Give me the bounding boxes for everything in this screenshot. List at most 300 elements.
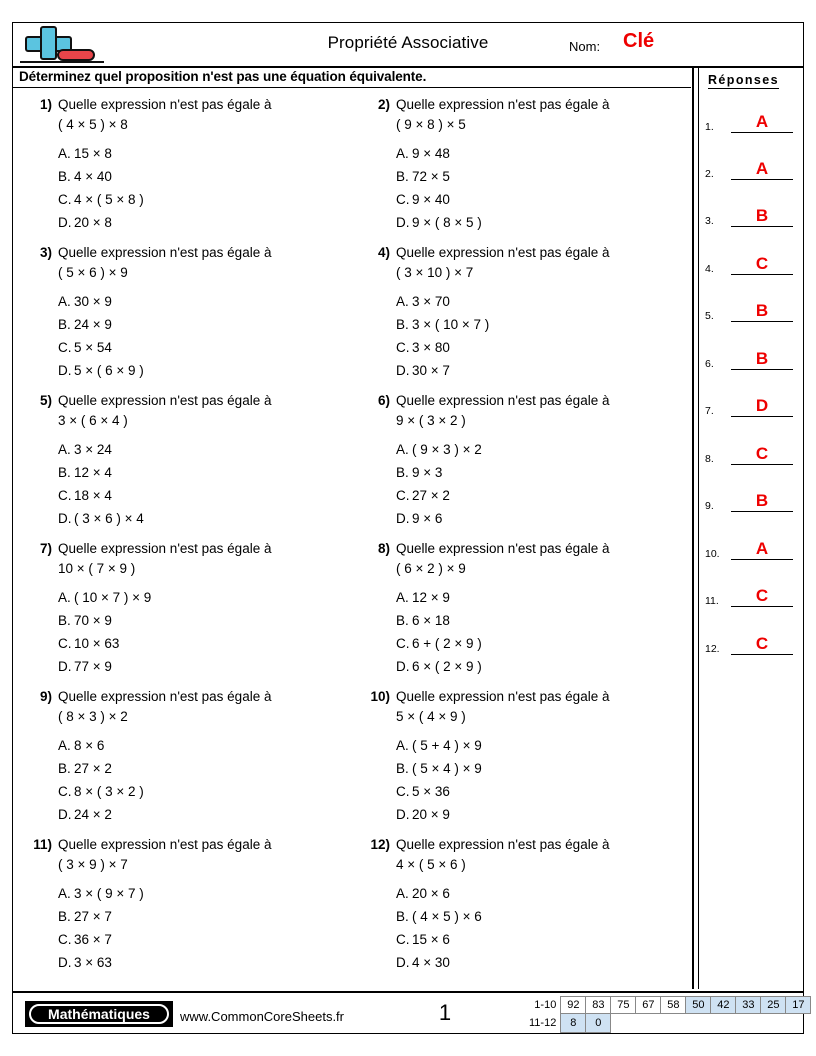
choice-label: C. [396,340,410,355]
answer-write-line[interactable] [731,131,793,133]
directions-text: Déterminez quel proposition n'est pas une équation équivalente. [19,69,427,84]
name-label: Nom: [569,39,601,54]
grading-scale-cell: 92 [561,997,586,1014]
choice-label: D. [58,363,72,378]
answer-row-number: 10. [705,548,720,560]
question-prompt: Quelle expression n'est pas égale à [396,393,610,408]
choice-list [58,142,348,234]
choice-option[interactable] [58,734,348,757]
choice-label: C. [396,932,410,947]
choice-label: C. [396,636,410,651]
choice-label: B. [58,761,71,776]
choice-option[interactable] [58,757,348,780]
choice-list [58,734,348,826]
choice-list [396,290,686,382]
choice-label: B. [396,465,409,480]
brand-label: Mathématiques [29,1004,169,1024]
question-block [14,95,352,243]
choice-option[interactable] [396,359,686,382]
choice-text: 27 × 7 [74,909,112,924]
choice-label: A. [58,294,71,309]
choice-text: 6 + ( 2 × 9 ) [412,636,482,651]
choice-option[interactable] [396,609,686,632]
choice-text: 12 × 9 [412,590,450,605]
choice-label: C. [58,488,72,503]
choice-list [396,586,686,678]
question-body [396,243,686,382]
grading-scale-cell: 0 [586,1014,611,1033]
choice-option[interactable] [396,655,686,678]
choice-text: 9 × 6 [412,511,443,526]
choice-label: A. [396,146,409,161]
choice-label: D. [396,363,410,378]
choice-label: D. [58,807,72,822]
choice-label: C. [58,340,72,355]
choice-option[interactable] [58,905,348,928]
question-number: 6) [377,393,390,408]
answer-row-value: A [755,159,769,178]
choice-option[interactable] [58,609,348,632]
question-block [14,243,352,391]
answer-row [705,631,799,655]
question-number: 9) [39,689,52,704]
choice-text: 18 × 4 [74,488,112,503]
choice-label: B. [396,169,409,184]
choice-option[interactable] [58,507,348,530]
choice-list [58,290,348,382]
question-body [396,391,686,530]
choice-text: 30 × 9 [74,294,112,309]
grading-scale-cell: 67 [636,997,661,1014]
choice-text: 20 × 9 [412,807,450,822]
choice-label: D. [58,955,72,970]
choice-option[interactable] [58,290,348,313]
answer-write-line[interactable] [731,320,793,322]
choice-text: 5 × ( 6 × 9 ) [74,363,144,378]
question-number: 5) [39,393,52,408]
answer-row-number: 11. [705,595,719,607]
grading-scale-row-label: 11-12 [529,1016,557,1029]
choice-label: B. [58,909,71,924]
grading-scale-empty-cell [761,1014,786,1033]
grading-scale-empty-cell [786,1014,811,1033]
answer-row-number: 7. [705,405,714,417]
choice-label: B. [396,317,409,332]
choice-list [58,438,348,530]
choice-label: C. [396,784,410,799]
question-prompt: Quelle expression n'est pas égale à [58,541,272,556]
choice-list [58,882,348,974]
choice-label: B. [58,169,71,184]
answers-panel-title: Réponses [708,73,779,87]
question-block [352,243,690,391]
answer-row [705,156,799,180]
answers-separator-outer [692,67,694,989]
choice-text: 9 × 48 [412,146,450,161]
question-body [58,243,348,382]
choice-option[interactable] [58,882,348,905]
choice-text: 8 × ( 3 × 2 ) [74,784,144,799]
choice-option[interactable] [396,803,686,826]
answer-write-line[interactable] [731,463,793,465]
question-body [58,835,348,974]
question-prompt: Quelle expression n'est pas égale à [396,97,610,112]
answer-row [705,583,799,607]
answer-write-line[interactable] [731,605,793,607]
question-number: 2) [377,97,390,112]
answers-separator-inner [698,67,699,989]
page-number: 1 [438,1000,452,1025]
grading-scale-empty-cell [611,1014,636,1033]
answer-row [705,488,799,512]
question-body [58,539,348,678]
question-number: 7) [39,541,52,556]
choice-label: A. [58,442,71,457]
answer-write-line[interactable] [731,368,793,370]
grading-scale [528,996,811,1033]
choice-text: 6 × 18 [412,613,450,628]
answer-row-value: D [755,396,769,415]
question-expression: ( 4 × 5 ) × 8 [58,117,128,132]
grading-scale-row-label: 1-10 [534,999,557,1011]
questions-column-left [14,95,352,983]
answer-row-value: B [755,301,769,320]
question-prompt: Quelle expression n'est pas égale à [58,97,272,112]
grading-scale-table [528,996,811,1033]
question-expression: 10 × ( 7 × 9 ) [58,561,136,576]
choice-option[interactable] [396,734,686,757]
choice-text: 5 × 36 [412,784,450,799]
choice-text: 8 × 6 [74,738,105,753]
answer-row-number: 3. [705,215,714,227]
choice-label: D. [396,659,410,674]
choice-text: 9 × ( 8 × 5 ) [412,215,482,230]
choice-option[interactable] [396,165,686,188]
grading-scale-row [528,1014,811,1033]
choice-text: 3 × 24 [74,442,112,457]
header-divider [13,66,803,68]
directions-divider [13,87,691,88]
choice-option[interactable] [396,290,686,313]
grading-scale-cell: 17 [786,997,811,1014]
choice-text: 24 × 2 [74,807,112,822]
choice-option[interactable] [396,336,686,359]
answer-row-value: B [755,491,769,510]
question-expression: 5 × ( 4 × 9 ) [396,709,466,724]
choice-label: D. [58,215,72,230]
choice-label: C. [58,192,72,207]
choice-text: 27 × 2 [74,761,112,776]
choice-label: A. [58,886,71,901]
choice-list [396,882,686,974]
choice-text: 4 × 30 [412,955,450,970]
question-block [352,95,690,243]
choice-label: B. [58,465,71,480]
worksheet-header [13,23,803,67]
grading-scale-cell: 42 [711,997,736,1014]
question-expression: ( 3 × 10 ) × 7 [396,265,474,280]
choice-option[interactable] [396,313,686,336]
answer-row [705,441,799,465]
choice-option[interactable] [58,165,348,188]
choice-option[interactable] [396,905,686,928]
choice-text: 27 × 2 [412,488,450,503]
question-block [352,687,690,835]
choice-label: A. [58,146,71,161]
grading-scale-row [528,997,811,1014]
question-body [58,95,348,234]
question-block [352,539,690,687]
choice-option[interactable] [396,882,686,905]
choice-label: B. [396,909,409,924]
choice-option[interactable] [58,188,348,211]
question-expression: ( 3 × 9 ) × 7 [58,857,128,872]
answer-write-line[interactable] [731,653,793,655]
choice-text: 12 × 4 [74,465,112,480]
answer-row [705,251,799,275]
question-body [396,539,686,678]
question-prompt: Quelle expression n'est pas égale à [396,541,610,556]
choice-label: B. [396,761,409,776]
choice-list [396,438,686,530]
choice-label: A. [396,886,409,901]
choice-option[interactable] [58,803,348,826]
choice-option[interactable] [58,632,348,655]
answer-row-value: C [755,586,769,605]
choice-label: C. [58,932,72,947]
answer-row [705,346,799,370]
grading-scale-cell: 50 [686,997,711,1014]
question-block [352,391,690,539]
answer-write-line[interactable] [731,510,793,512]
question-prompt: Quelle expression n'est pas égale à [58,393,272,408]
answer-row-number: 12. [705,643,720,655]
answer-row-value: C [755,634,769,653]
choice-text: 4 × 40 [74,169,112,184]
choice-label: D. [396,511,410,526]
question-block [14,687,352,835]
answer-row-value: B [755,206,769,225]
grading-scale-cell: 33 [736,997,761,1014]
choice-label: A. [58,590,71,605]
answer-write-line[interactable] [731,558,793,560]
choice-option[interactable] [396,951,686,974]
choice-option[interactable] [58,461,348,484]
choice-text: 5 × 54 [74,340,112,355]
choice-option[interactable] [396,780,686,803]
choice-text: ( 5 × 4 ) × 9 [412,761,482,776]
choice-text: 4 × ( 5 × 8 ) [74,192,144,207]
choice-label: B. [58,613,71,628]
choice-text: 3 × 70 [412,294,450,309]
website-url: www.CommonCoreSheets.fr [180,1009,344,1024]
choice-option[interactable] [58,655,348,678]
choice-option[interactable] [396,507,686,530]
question-number: 11) [33,837,52,852]
choice-option[interactable] [396,188,686,211]
choice-option[interactable] [396,484,686,507]
answer-row-number: 5. [705,310,714,322]
choice-label: A. [396,294,409,309]
answer-row-value: A [755,539,769,558]
question-expression: ( 9 × 8 ) × 5 [396,117,466,132]
question-number: 8) [377,541,390,556]
choice-label: A. [396,442,409,457]
answer-row-number: 1. [705,121,714,133]
grading-scale-cell: 25 [761,997,786,1014]
answer-row-number: 8. [705,453,714,465]
choice-option[interactable] [58,336,348,359]
choice-list [396,142,686,234]
question-number: 12) [370,837,390,852]
choice-text: 3 × ( 9 × 7 ) [74,886,144,901]
question-expression: 3 × ( 6 × 4 ) [58,413,128,428]
answer-row [705,109,799,133]
choice-text: 6 × ( 2 × 9 ) [412,659,482,674]
question-expression: 4 × ( 5 × 6 ) [396,857,466,872]
choice-option[interactable] [396,586,686,609]
answer-row [705,393,799,417]
choice-text: 10 × 63 [74,636,120,651]
choice-option[interactable] [58,586,348,609]
choice-label: A. [58,738,71,753]
choice-text: 9 × 3 [412,465,443,480]
question-number: 3) [39,245,52,260]
answer-write-line[interactable] [731,273,793,275]
choice-label: C. [58,636,72,651]
choice-text: ( 9 × 3 ) × 2 [412,442,482,457]
answers-panel [703,67,803,989]
footer-divider [13,991,803,993]
choice-option[interactable] [396,438,686,461]
question-prompt: Quelle expression n'est pas égale à [58,689,272,704]
choice-option[interactable] [58,928,348,951]
grading-scale-empty-cell [686,1014,711,1033]
answer-row-value: C [755,254,769,273]
choice-text: ( 4 × 5 ) × 6 [412,909,482,924]
choice-option[interactable] [396,632,686,655]
choice-label: C. [58,784,72,799]
choice-option[interactable] [58,211,348,234]
grading-scale-empty-cell [736,1014,761,1033]
question-expression: ( 6 × 2 ) × 9 [396,561,466,576]
choice-option[interactable] [396,928,686,951]
choice-option[interactable] [396,142,686,165]
page-title: Propriété Associative [327,33,489,52]
choice-label: D. [396,807,410,822]
answer-row-number: 6. [705,358,714,370]
choice-option[interactable] [58,438,348,461]
choice-label: A. [396,590,409,605]
answer-row [705,203,799,227]
choice-list [396,734,686,826]
question-number: 4) [377,245,390,260]
grading-scale-cell: 75 [611,997,636,1014]
grading-scale-cell: 8 [561,1014,586,1033]
question-body [396,835,686,974]
choice-text: 20 × 6 [412,886,450,901]
question-block [352,835,690,983]
question-prompt: Quelle expression n'est pas égale à [396,689,610,704]
questions-column-right [352,95,690,983]
brand-badge [25,1001,173,1027]
choice-text: ( 5 + 4 ) × 9 [412,738,482,753]
choice-text: 3 × ( 10 × 7 ) [412,317,490,332]
choice-option[interactable] [58,142,348,165]
choice-text: 77 × 9 [74,659,112,674]
choice-text: 9 × 40 [412,192,450,207]
choice-text: 36 × 7 [74,932,112,947]
question-prompt: Quelle expression n'est pas égale à [396,245,610,260]
question-expression: ( 5 × 6 ) × 9 [58,265,128,280]
answer-row-value: B [755,349,769,368]
choice-option[interactable] [396,211,686,234]
name-value: Clé [623,30,655,52]
choice-option[interactable] [58,484,348,507]
choice-label: C. [396,488,410,503]
question-prompt: Quelle expression n'est pas égale à [58,837,272,852]
choice-option[interactable] [58,313,348,336]
answer-row [705,536,799,560]
answer-write-line[interactable] [731,415,793,417]
answer-write-line[interactable] [731,225,793,227]
answer-row-number: 2. [705,168,714,180]
choice-label: B. [396,613,409,628]
choice-text: 15 × 8 [74,146,112,161]
choice-option[interactable] [58,359,348,382]
choice-text: 70 × 9 [74,613,112,628]
choice-text: 15 × 6 [412,932,450,947]
grading-scale-cell: 58 [661,997,686,1014]
answer-row [705,298,799,322]
grading-scale-empty-cell [636,1014,661,1033]
question-prompt: Quelle expression n'est pas égale à [58,245,272,260]
question-number: 10) [370,689,390,704]
question-block [14,539,352,687]
grading-scale-empty-cell [661,1014,686,1033]
answer-row-value: A [755,112,769,131]
question-expression: 9 × ( 3 × 2 ) [396,413,466,428]
grading-scale-empty-cell [711,1014,736,1033]
answer-row-number: 4. [705,263,714,275]
question-number: 1) [39,97,52,112]
answer-write-line[interactable] [731,178,793,180]
choice-text: 30 × 7 [412,363,450,378]
choice-label: C. [396,192,410,207]
choice-option[interactable] [58,780,348,803]
question-body [396,95,686,234]
answer-row-value: C [755,444,769,463]
choice-text: ( 3 × 6 ) × 4 [74,511,144,526]
question-block [14,835,352,983]
question-body [58,391,348,530]
choice-text: 72 × 5 [412,169,450,184]
choice-option[interactable] [58,951,348,974]
choice-text: 20 × 8 [74,215,112,230]
grading-scale-cell: 83 [586,997,611,1014]
question-expression: ( 8 × 3 ) × 2 [58,709,128,724]
choice-text: 24 × 9 [74,317,112,332]
choice-text: ( 10 × 7 ) × 9 [74,590,152,605]
choice-list [58,586,348,678]
question-body [396,687,686,826]
choice-option[interactable] [396,757,686,780]
question-body [58,687,348,826]
question-block [14,391,352,539]
choice-option[interactable] [396,461,686,484]
choice-label: B. [58,317,71,332]
choice-label: D. [58,659,72,674]
